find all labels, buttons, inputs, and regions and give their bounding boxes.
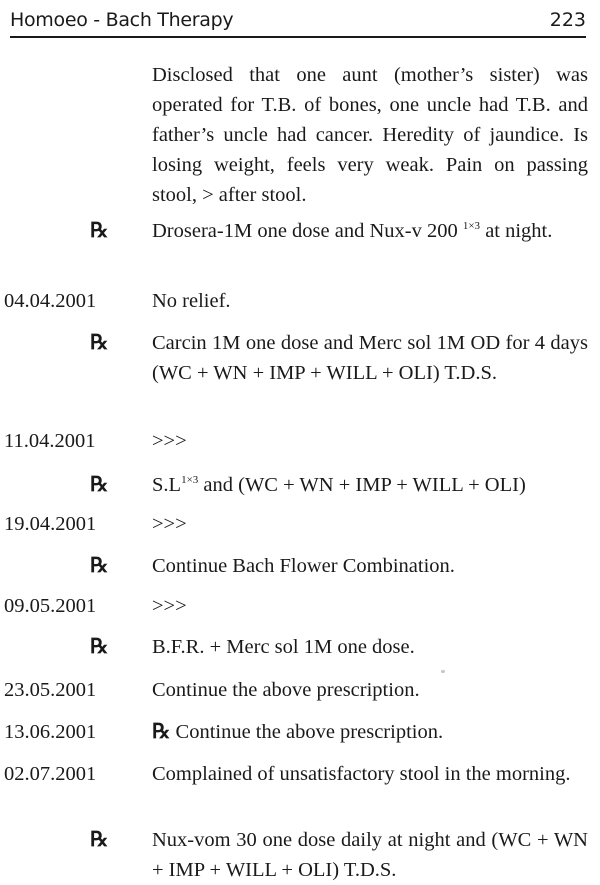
page-number: 223 (549, 9, 586, 31)
entry-text: No relief. (152, 290, 231, 312)
entry-text: Nux-vom 30 one dose daily at night and (WC + WN + IMP + WILL + OLI) T.D.S. (152, 829, 588, 881)
entry-text: >>> (152, 513, 187, 535)
superscript: 1×3 (462, 220, 481, 233)
entry-date: 11.04.2001 (4, 430, 96, 452)
print-speck (441, 670, 445, 673)
rx-symbol: ℞ (90, 332, 109, 354)
superscript: 1×3 (181, 474, 199, 487)
rx-symbol: ℞ (90, 220, 109, 242)
entry-date: 13.06.2001 (4, 721, 97, 743)
entry-date: 09.05.2001 (4, 595, 97, 617)
rx-symbol: ℞ (90, 555, 109, 577)
rx-symbol: ℞ (90, 829, 109, 851)
entry-text: >>> (152, 595, 187, 617)
entry-text (152, 470, 588, 500)
rx-symbol: ℞ (90, 474, 109, 496)
text-part: S.L (152, 474, 182, 496)
entry-date: 02.07.2001 (4, 763, 97, 785)
running-title: Homoeo - Bach Therapy (10, 9, 234, 31)
text-part: Drosera-1M one dose and Nux-v 200 (152, 220, 458, 242)
text-part: Continue the above prescription. (175, 721, 444, 743)
entry-text (152, 216, 588, 246)
entry-text: Complained of unsatisfactory stool in the morning. (152, 763, 571, 785)
text-part: and (WC + WN + IMP + WILL + OLI) (203, 474, 526, 496)
entry-date: 04.04.2001 (4, 290, 97, 312)
entry-text: Disclosed that one aunt (mother’s sister) was operated for T.B. of bones, one uncle had T.B. and father’s uncle had cancer. Heredity of jaundice. Is losing weight, feels very weak. Pain on passing stool, > after stool. (152, 64, 588, 206)
page-header (10, 4, 586, 38)
entry-text: Carcin 1M one dose and Merc sol 1M OD for 4 days (WC + WN + IMP + WILL + OLI) T.D.S. (152, 332, 588, 384)
entry-date: 19.04.2001 (4, 513, 97, 535)
entry-text: >>> (152, 430, 187, 452)
entry-text: Continue Bach Flower Combination. (152, 555, 455, 577)
entry-date: 23.05.2001 (4, 679, 97, 701)
entry-text: Continue the above prescription. (152, 679, 420, 701)
entry-text: B.F.R. + Merc sol 1M one dose. (152, 636, 415, 658)
rx-symbol: ℞ (152, 721, 171, 743)
rx-symbol: ℞ (90, 636, 109, 658)
entry-text (152, 717, 588, 747)
text-part: at night. (485, 220, 553, 242)
